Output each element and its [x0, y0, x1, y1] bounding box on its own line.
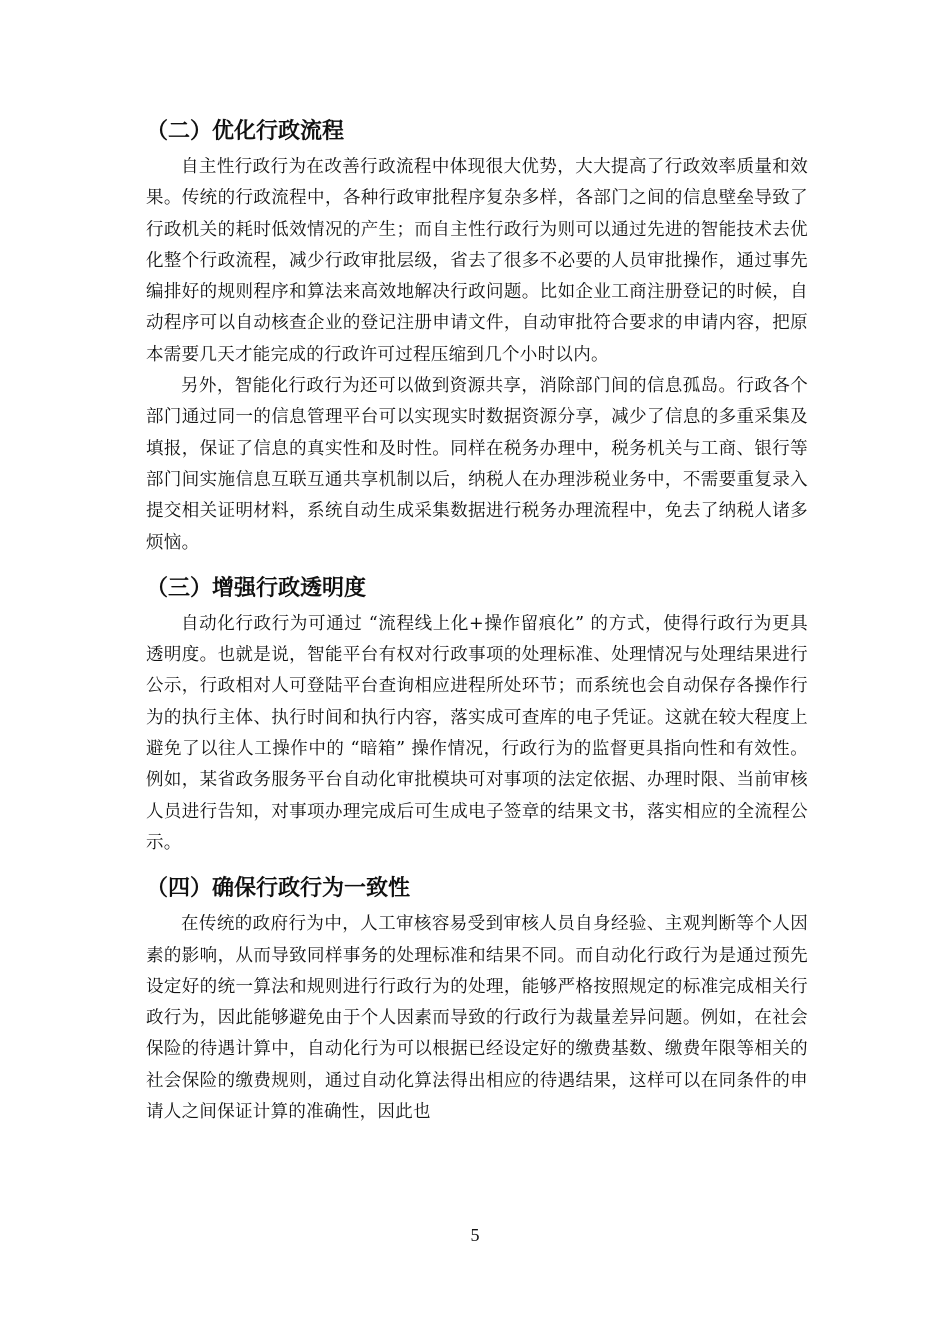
section-heading-4: （四）确保行政行为一致性 — [146, 876, 411, 902]
section-heading-3: （三）增强行政透明度 — [146, 575, 367, 601]
paragraph: 另外，智能化行政行为还可以做到资源共享，消除部门间的信息孤岛。行政各个部门通过同一的信息管理平台可以实现实时数据资源分享，减少了信息的多重采集及填报，保证了信息的真实性和及时性。同样在税务办理中，税务机关与工商、银行等部门间实施信息互联互通共享机制以后，纳税人在办理涉税业务中，不需要重复录入提交相关证明材料，系统自动生成采集数据进行税务办理流程中，免去了纳税人诸多烦恼。 — [146, 376, 808, 553]
section-heading-2: （二）优化行政流程 — [146, 119, 345, 144]
page-number: 5 — [470, 1225, 480, 1245]
paragraph: 在传统的政府行为中，人工审核容易受到审核人员自身经验、主观判断等个人因素的影响，从而导致同样事务的处理标准和结果不同。而自动化行政行为是通过预先设定好的统一算法和规则进行行政行为的处理，能够严格按照规定的标准完成相关行政行为，因此能够避免由于个人因素而导致的行政行为裁量差异问题。例如，在社会保险的待遇计算中，自动化行为可以根据已经设定好的缴费基数、缴费年限等相关的社会保险的缴费规则，通过自动化算法得出相应的待遇结果，这样可以在同条件的申请人之间保证计算的准确性，因此也 — [146, 914, 808, 1123]
page-body — [146, 112, 808, 1128]
paragraph: 自动化行政行为可通过 “流程线上化+操作留痕化” 的方式，使得行政行为更具透明度。也就是说，智能平台有权对行政事项的处理标准、处理情况与处理结果进行公示，行政相对人可登陆平台查询相应进程所处环节；而系统也会自动保存各操作行为的执行主体、执行时间和执行内容，落实成可查库的电子凭证。这就在较大程度上避免了以往人工操作中的 “暗箱” 操作情况，行政行为的监督更具指向性和有效性。例如，某省政务服务平台自动化审批模块可对事项的法定依据、办理时限、当前审核人员进行告知，对事项办理完成后可生成电子签章的结果文书，落实相应的全流程公示。 — [146, 613, 808, 853]
paragraph: 自主性行政行为在改善行政流程中体现很大优势，大大提高了行政效率质量和效果。传统的行政流程中，各种行政审批程序复杂多样，各部门之间的信息壁垒导致了行政机关的耗时低效情况的产生；而自主性行政行为则可以通过先进的智能技术去优化整个行政流程，减少行政审批层级，省去了很多不必要的人员审批操作，通过事先编排好的规则程序和算法来高效地解决行政问题。比如企业工商注册登记的时候，自动程序可以自动核查企业的登记注册申请文件，自动审批符合要求的申请内容，把原本需要几天才能完成的行政许可过程压缩到几个小时以内。 — [146, 157, 808, 365]
